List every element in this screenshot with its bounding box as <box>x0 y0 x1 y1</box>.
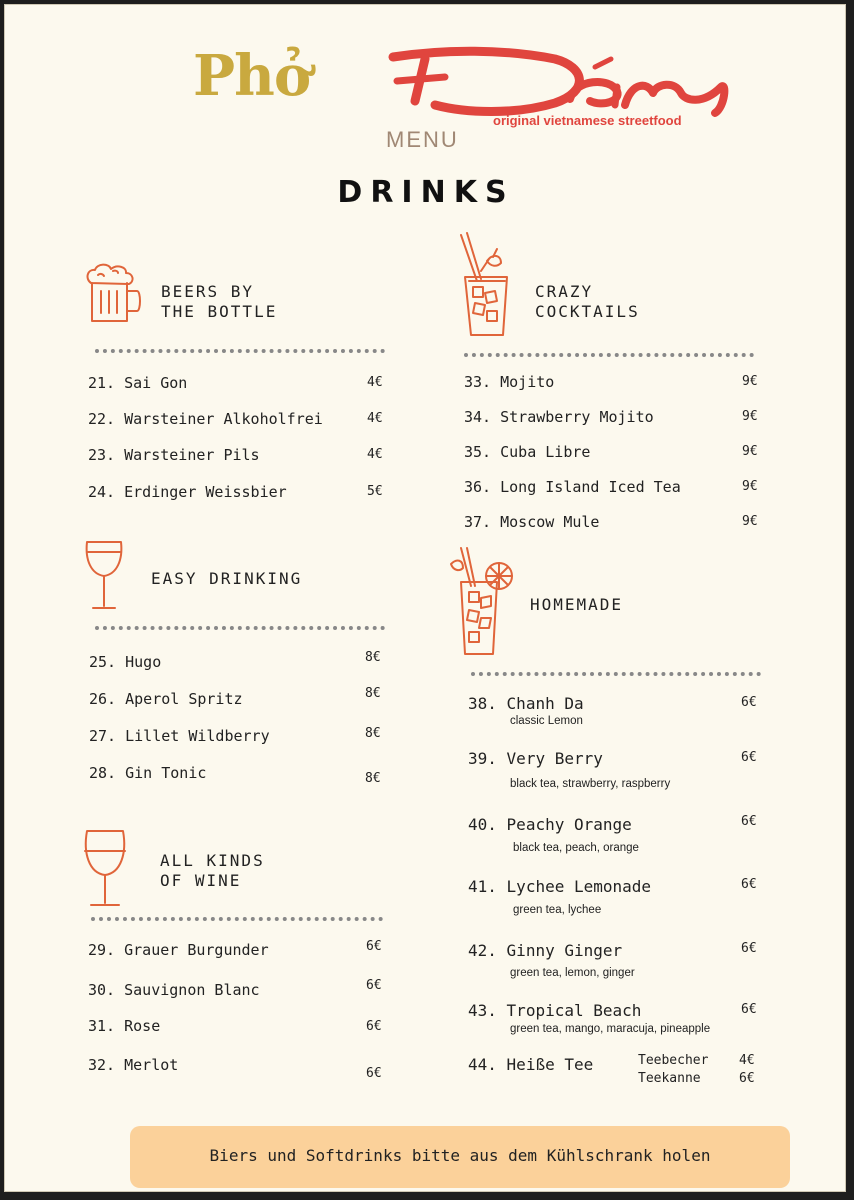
item-number: 36. <box>464 478 492 496</box>
list-item <box>89 764 206 782</box>
list-item <box>464 478 681 496</box>
list-item <box>88 1056 178 1074</box>
item-price: 6€ <box>366 1066 382 1081</box>
list-item <box>89 690 243 708</box>
homemade-title: HOMEMADE <box>530 595 624 614</box>
item-number: 42. <box>468 941 497 960</box>
item-number: 37. <box>464 513 492 531</box>
list-item <box>88 374 187 392</box>
item-number: 22. <box>88 410 116 428</box>
item-name: Aperol Spritz <box>125 690 243 708</box>
wine-divider <box>91 917 383 921</box>
wine-title <box>160 851 265 891</box>
item-name: Moscow Mule <box>500 513 600 531</box>
item-price: 6€ <box>741 814 757 829</box>
item-price: 9€ <box>742 479 758 494</box>
item-name: Warsteiner Alkoholfrei <box>124 410 323 428</box>
item-price: 6€ <box>741 750 757 765</box>
item-name: Rose <box>124 1017 161 1035</box>
cocktails-title <box>535 282 640 322</box>
item-number: 39. <box>468 749 497 768</box>
item-price: 9€ <box>742 374 758 389</box>
item-name: Strawberry Mojito <box>500 408 654 426</box>
item-name: Gin Tonic <box>125 764 207 782</box>
item-description: green tea, mango, maracuja, pineapple <box>510 1023 711 1035</box>
item-name: Peachy Orange <box>506 815 632 834</box>
item-price: 6€ <box>741 877 757 892</box>
lemonade-glass-icon <box>447 546 517 660</box>
item-number: 41. <box>468 877 497 896</box>
list-item <box>464 443 590 461</box>
logo-pho-text: Phở <box>193 43 311 109</box>
list-item <box>88 483 287 501</box>
item-price: 5€ <box>367 484 383 499</box>
item-number: 25. <box>89 653 117 671</box>
cocktails-title-line1: CRAZY <box>535 282 594 301</box>
item-price: 6€ <box>741 1002 757 1017</box>
beers-title-line2: THE BOTTLE <box>161 302 278 321</box>
item-number: 33. <box>464 373 492 391</box>
cocktails-title-line2: COCKTAILS <box>535 302 640 321</box>
item-number: 23. <box>88 446 116 464</box>
item-price: 8€ <box>365 650 381 665</box>
item-description: black tea, strawberry, raspberry <box>510 778 671 790</box>
wine-glass-icon <box>81 827 131 911</box>
item-price: 9€ <box>742 444 758 459</box>
wine-title-line1: ALL KINDS <box>160 851 265 870</box>
logo-dam-wordmark <box>385 43 735 119</box>
list-item <box>468 1055 593 1074</box>
item-description: classic Lemon <box>510 715 583 727</box>
item-name: Sauvignon Blanc <box>124 981 260 999</box>
wine-glass-icon <box>83 538 127 612</box>
cocktail-glass-icon <box>453 231 517 343</box>
list-item <box>468 877 651 896</box>
item-price: 6€ <box>741 941 757 956</box>
item-name: Sai Gon <box>124 374 188 392</box>
item-price: 8€ <box>365 771 381 786</box>
tea-option-label: Teekanne <box>638 1071 701 1086</box>
item-number: 26. <box>89 690 117 708</box>
item-number: 27. <box>89 727 117 745</box>
item-number: 29. <box>88 941 116 959</box>
easy-divider <box>95 626 385 630</box>
item-number: 38. <box>468 694 497 713</box>
item-number: 32. <box>88 1056 116 1074</box>
footer-banner-text: Biers und Softdrinks bitte aus dem Kühlschrank holen <box>209 1146 711 1165</box>
item-price: 9€ <box>742 409 758 424</box>
beers-title <box>161 282 277 322</box>
tea-option-label: Teebecher <box>638 1053 709 1068</box>
item-description: green tea, lemon, ginger <box>510 967 635 979</box>
list-item <box>468 749 603 768</box>
item-name: Cuba Libre <box>500 443 591 461</box>
item-price: 4€ <box>367 411 383 426</box>
beers-divider <box>95 349 385 353</box>
item-price: 8€ <box>365 726 381 741</box>
item-name: Hugo <box>125 653 162 671</box>
list-item <box>88 1017 160 1035</box>
beer-mug-icon <box>83 261 145 327</box>
item-name: Mojito <box>500 373 555 391</box>
list-item <box>89 727 270 745</box>
item-price: 4€ <box>367 375 383 390</box>
page-title: DRINKS <box>337 175 515 210</box>
list-item <box>468 815 632 834</box>
item-name: Lychee Lemonade <box>506 877 652 896</box>
tea-option-price: 6€ <box>739 1071 755 1086</box>
cocktails-divider <box>464 353 754 357</box>
item-number: 35. <box>464 443 492 461</box>
item-number: 21. <box>88 374 116 392</box>
item-name: Long Island Iced Tea <box>500 478 681 496</box>
item-description: green tea, lychee <box>513 904 602 916</box>
item-number: 28. <box>89 764 117 782</box>
list-item <box>88 410 323 428</box>
item-price: 6€ <box>366 978 382 993</box>
tea-option-price: 4€ <box>739 1053 755 1068</box>
item-name: Heiße Tee <box>506 1055 594 1074</box>
item-name: Merlot <box>124 1056 179 1074</box>
list-item <box>468 941 622 960</box>
homemade-divider <box>471 672 761 676</box>
item-number: 40. <box>468 815 497 834</box>
item-price: 6€ <box>366 939 382 954</box>
item-number: 24. <box>88 483 116 501</box>
item-name: Erdinger Weissbier <box>124 483 287 501</box>
item-name: Tropical Beach <box>506 1001 642 1020</box>
item-name: Warsteiner Pils <box>124 446 260 464</box>
item-name: Ginny Ginger <box>506 941 623 960</box>
item-number: 30. <box>88 981 116 999</box>
beers-title-line1: BEERS BY <box>161 282 255 301</box>
item-number: 44. <box>468 1055 497 1074</box>
menu-page <box>4 4 846 1192</box>
item-price: 6€ <box>741 695 757 710</box>
item-name: Lillet Wildberry <box>125 727 270 745</box>
list-item <box>89 653 161 671</box>
item-name: Chanh Da <box>506 694 584 713</box>
list-item <box>464 513 599 531</box>
item-name: Very Berry <box>506 749 603 768</box>
list-item <box>464 373 554 391</box>
wine-title-line2: OF WINE <box>160 871 242 890</box>
list-item <box>468 694 584 713</box>
list-item <box>464 408 654 426</box>
item-price: 8€ <box>365 686 381 701</box>
item-number: 31. <box>88 1017 116 1035</box>
item-description: black tea, peach, orange <box>513 842 639 854</box>
list-item <box>88 941 269 959</box>
footer-banner <box>130 1126 790 1188</box>
item-number: 34. <box>464 408 492 426</box>
list-item <box>468 1001 641 1020</box>
item-number: 43. <box>468 1001 497 1020</box>
logo-tagline: original vietnamese streetfood <box>493 113 682 128</box>
easy-title: EASY DRINKING <box>151 569 303 588</box>
item-price: 4€ <box>367 447 383 462</box>
list-item <box>88 981 260 999</box>
item-price: 9€ <box>742 514 758 529</box>
menu-label: MENU <box>386 127 459 152</box>
item-price: 6€ <box>366 1019 382 1034</box>
item-name: Grauer Burgunder <box>124 941 269 959</box>
list-item <box>88 446 260 464</box>
